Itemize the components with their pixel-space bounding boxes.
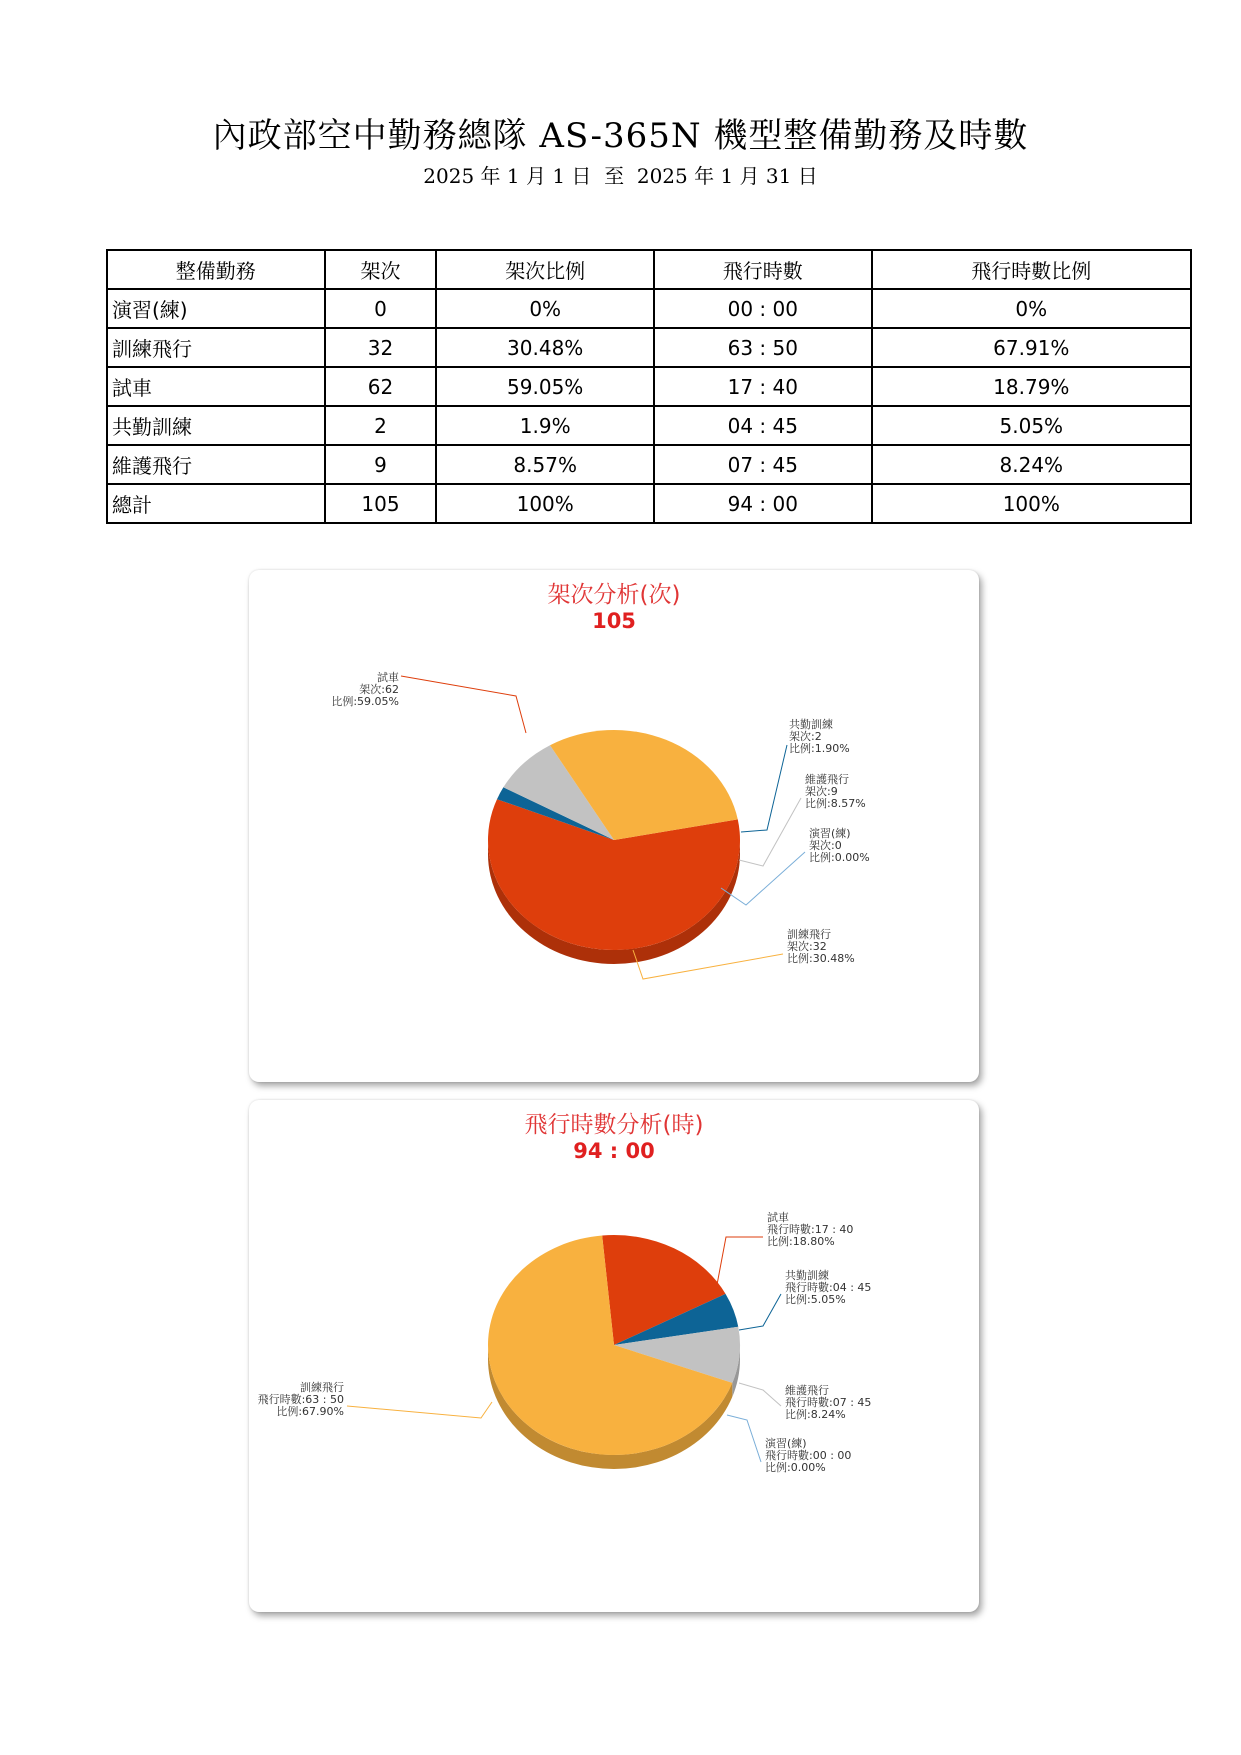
slice-label-training-flight: 訓練飛行 — [300, 1381, 344, 1394]
slice-label-training-flight: 架次:32 — [787, 940, 827, 953]
slice-label-training-flight: 比例:30.48% — [787, 952, 855, 965]
table-cell: 演習(練) — [107, 289, 325, 328]
slice-label-training-flight: 比例:67.90% — [276, 1405, 344, 1418]
hours-pie-chart — [249, 1100, 979, 1612]
hours-chart-card — [249, 1100, 979, 1612]
table-cell: 5.05% — [872, 406, 1191, 445]
header-cell: 架次 — [325, 250, 437, 289]
slice-label-joint-training: 比例:1.90% — [789, 742, 850, 755]
table-cell: 07 : 45 — [654, 445, 872, 484]
leader-line-maintenance-flight — [739, 798, 801, 866]
table-cell: 105 — [325, 484, 437, 523]
slice-label-maintenance-flight: 飛行時數:07 : 45 — [785, 1396, 872, 1409]
table-cell: 總計 — [107, 484, 325, 523]
summary-table — [106, 249, 1192, 524]
leader-line-joint-training — [741, 745, 787, 832]
slice-label-training-flight: 飛行時數:63 : 50 — [257, 1393, 344, 1406]
slice-label-joint-training: 共勤訓練 — [785, 1269, 829, 1282]
chart-title: 架次分析(次) — [547, 582, 681, 608]
slice-label-test-run: 試車 — [377, 671, 399, 684]
sorties-chart-card — [249, 570, 979, 1082]
table-row — [107, 289, 1191, 328]
table-cell: 共勤訓練 — [107, 406, 325, 445]
leader-line-training-flight — [347, 1402, 492, 1418]
header-cell: 飛行時數比例 — [872, 250, 1191, 289]
table-row-total — [107, 484, 1191, 523]
chart-total: 105 — [592, 609, 636, 633]
table-cell: 試車 — [107, 367, 325, 406]
leader-line-joint-training — [739, 1294, 781, 1330]
slice-label-test-run: 架次:62 — [359, 683, 399, 696]
table-cell: 100% — [872, 484, 1191, 523]
table-row — [107, 367, 1191, 406]
slice-label-maintenance-flight: 維護飛行 — [805, 773, 849, 786]
report-date-range: 2025 年 1 月 1 日 至 2025 年 1 月 31 日 — [423, 164, 818, 188]
slice-label-joint-training: 飛行時數:04 : 45 — [785, 1281, 872, 1294]
slice-label-joint-training: 比例:5.05% — [785, 1293, 846, 1306]
slice-label-maintenance-flight: 架次:9 — [805, 785, 838, 798]
table-cell: 9 — [325, 445, 437, 484]
sorties-pie-chart — [249, 570, 979, 1082]
slice-label-training-flight: 訓練飛行 — [787, 928, 831, 941]
table-cell: 00 : 00 — [654, 289, 872, 328]
pie-group — [331, 670, 869, 979]
slice-label-maintenance-flight: 比例:8.57% — [805, 797, 866, 810]
table-cell: 17 : 40 — [654, 367, 872, 406]
table-cell: 8.24% — [872, 445, 1191, 484]
table-cell: 04 : 45 — [654, 406, 872, 445]
table-row — [107, 445, 1191, 484]
table-row — [107, 328, 1191, 367]
table-header-row — [107, 250, 1191, 289]
table-cell: 62 — [325, 367, 437, 406]
table-cell: 0% — [436, 289, 654, 328]
table-cell: 1.9% — [436, 406, 654, 445]
slice-label-exercise: 比例:0.00% — [809, 851, 870, 864]
slice-label-exercise: 飛行時數:00 : 00 — [765, 1449, 852, 1462]
table-cell: 0 — [325, 289, 437, 328]
slice-label-exercise: 演習(練) — [765, 1437, 807, 1450]
chart-title: 飛行時數分析(時) — [524, 1112, 704, 1138]
leader-line-maintenance-flight — [739, 1383, 781, 1406]
table-cell: 100% — [436, 484, 654, 523]
table-cell: 8.57% — [436, 445, 654, 484]
slice-label-test-run: 比例:18.80% — [767, 1235, 835, 1248]
leader-line-exercise — [727, 1415, 761, 1462]
table-cell: 30.48% — [436, 328, 654, 367]
slice-label-exercise: 架次:0 — [809, 839, 842, 852]
slice-label-test-run: 試車 — [767, 1211, 789, 1224]
slice-label-test-run: 比例:59.05% — [331, 695, 399, 708]
table-cell: 2 — [325, 406, 437, 445]
leader-line-test-run — [716, 1237, 763, 1290]
leader-line-test-run — [401, 676, 526, 733]
report-title: 內政部空中勤務總隊 AS-365N 機型整備勤務及時數 — [212, 116, 1029, 156]
pie-group — [258, 1210, 872, 1474]
slice-label-maintenance-flight: 維護飛行 — [785, 1384, 829, 1397]
table-cell: 0% — [872, 289, 1191, 328]
chart-total: 94 : 00 — [573, 1139, 655, 1163]
slice-label-maintenance-flight: 比例:8.24% — [785, 1408, 846, 1421]
header-cell: 飛行時數 — [654, 250, 872, 289]
slice-label-test-run: 飛行時數:17 : 40 — [767, 1223, 854, 1236]
table-cell: 94 : 00 — [654, 484, 872, 523]
table-cell: 59.05% — [436, 367, 654, 406]
table-cell: 維護飛行 — [107, 445, 325, 484]
header-cell: 架次比例 — [436, 250, 654, 289]
slice-label-joint-training: 共勤訓練 — [789, 718, 833, 731]
table-cell: 67.91% — [872, 328, 1191, 367]
table-cell: 63 : 50 — [654, 328, 872, 367]
slice-label-exercise: 比例:0.00% — [765, 1461, 826, 1474]
header-cell: 整備勤務 — [107, 250, 325, 289]
slice-label-exercise: 演習(練) — [809, 827, 851, 840]
table-cell: 32 — [325, 328, 437, 367]
slice-label-joint-training: 架次:2 — [789, 730, 822, 743]
table-cell: 訓練飛行 — [107, 328, 325, 367]
table-row — [107, 406, 1191, 445]
table-cell: 18.79% — [872, 367, 1191, 406]
